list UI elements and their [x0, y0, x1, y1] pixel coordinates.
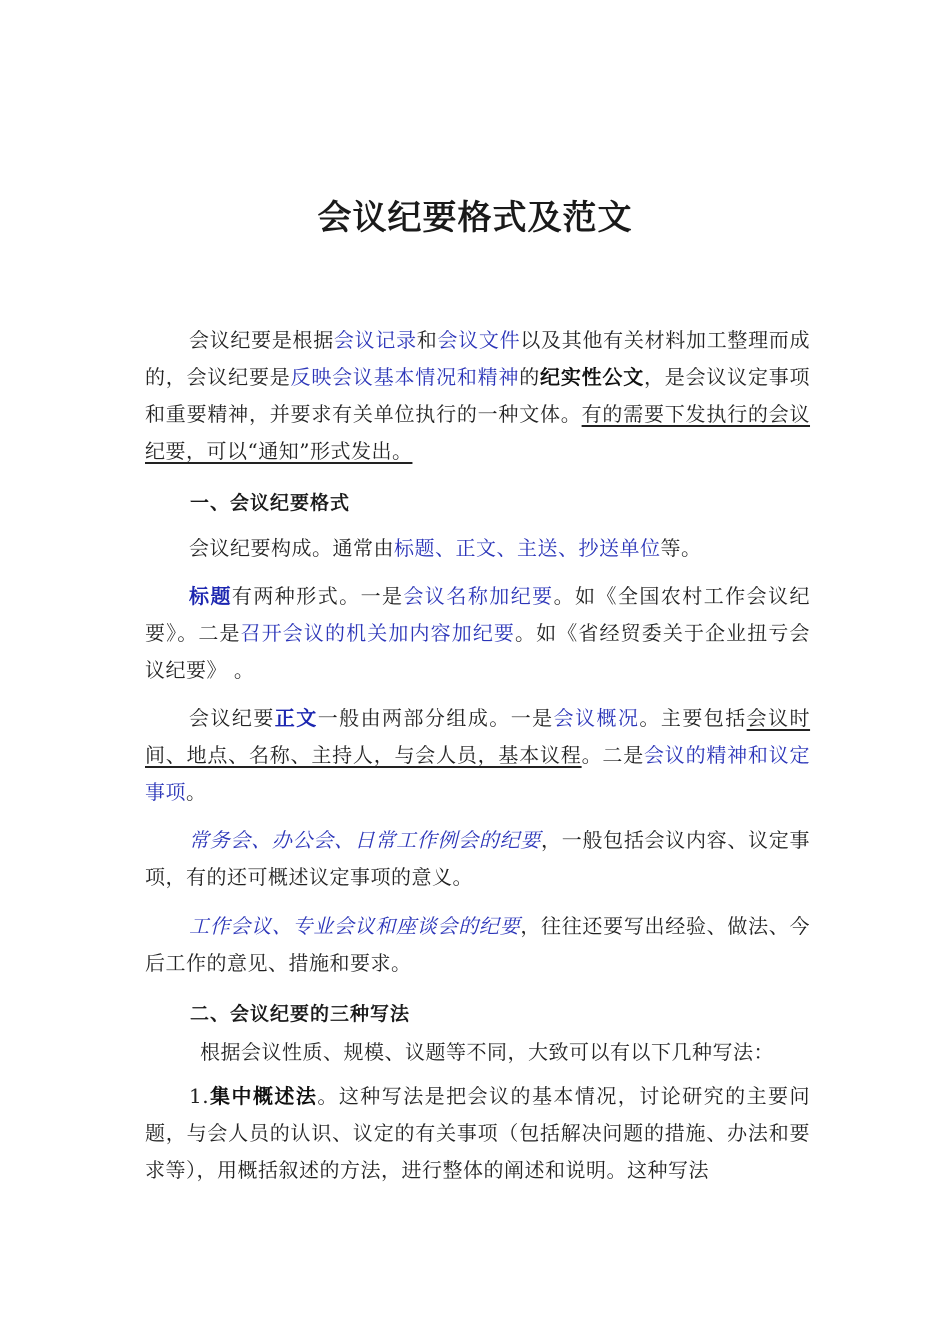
paragraph-work-meetings [145, 908, 810, 982]
link-title[interactable]: 标题 [189, 584, 232, 608]
section-heading: 二、会议纪要的三种写法 [190, 1003, 411, 1025]
link-components[interactable]: 标题、正文、主送、抄送单位 [394, 536, 661, 560]
text: 的 [519, 365, 541, 389]
bold-term: 集中概述法 [209, 1084, 318, 1108]
link-spirit[interactable]: 会议的精神和议定事项 [145, 743, 811, 804]
bold-term: 纪实性公文 [540, 365, 644, 389]
link-meeting-record[interactable]: 会议记录 [333, 328, 417, 352]
link-overview[interactable]: 会议概况 [553, 706, 640, 730]
paragraph-structure [145, 530, 810, 567]
link-title-form-1[interactable]: 会议名称加纪要 [403, 584, 554, 608]
text: 一般由两部分组成。一是 [317, 706, 554, 730]
text: ，往往还要写出经验、做法、今后工作的意见、措施和要求。 [145, 914, 811, 975]
link-work-meetings[interactable]: 工作会议、专业会议和座谈会的纪要 [189, 914, 521, 938]
link-meeting-document[interactable]: 会议文件 [437, 328, 521, 352]
link-title-form-2[interactable]: 召开会议的机关加内容加纪要 [240, 621, 516, 645]
text: 以及其他有关材料加工整理而成的，会议纪要是 [145, 328, 811, 389]
underlined-note: 有的需要下发执行的会议纪要，可以“通知”形式发出。 [145, 402, 811, 463]
paragraph-regular-meetings [145, 822, 810, 896]
text: 。如《全国农村工作会议纪要》。二是 [145, 584, 811, 645]
text: 。 [186, 780, 207, 804]
text: 等。 [660, 536, 702, 560]
text: 会议纪要是根据 [189, 328, 334, 352]
text: 。这种写法是把会议的基本情况，讨论研究的主要问题，与会人员的认识、议定的有关事项（包括解决问题的措施、办法和要求等），用概括叙述的方法，进行整体的阐述和说明。这种写法 [145, 1084, 810, 1182]
link-body[interactable]: 正文 [274, 706, 318, 730]
text: ，是会议议定事项和重要精神，并要求有关单位执行的一种文体。 [145, 365, 811, 426]
document-title: 会议纪要格式及范文 [317, 198, 633, 238]
text: 和 [416, 328, 438, 352]
paragraph-body [145, 700, 810, 811]
paragraph-title-forms [145, 578, 810, 689]
text: 有两种形式。一是 [231, 584, 404, 608]
underlined-details: 会议时间、地点、名称、主持人，与会人员，基本议程 [145, 706, 811, 767]
intro-paragraph [145, 322, 810, 470]
link-regular-meetings[interactable]: 常务会、办公会、日常工作例会的纪要 [189, 828, 542, 852]
section-heading: 一、会议纪要格式 [190, 492, 351, 514]
paragraph-method-1 [145, 1078, 810, 1189]
list-number: 1. [189, 1084, 210, 1108]
text: 会议纪要 [189, 706, 275, 730]
text: 会议纪要构成。通常由 [189, 536, 394, 560]
paragraph-methods-intro: 根据会议性质、规模、议题等不同，大致可以有以下几种写法： [200, 1040, 774, 1064]
text: ，一般包括会议内容、议定事项，有的还可概述议定事项的意义。 [145, 828, 811, 889]
text: 。主要包括 [639, 706, 747, 730]
text: 。二是 [581, 743, 644, 767]
link-reflect-meeting[interactable]: 反映会议基本情况和精神 [290, 365, 520, 389]
text: 。如《省经贸委关于企业扭亏会议纪要》 。 [145, 621, 811, 682]
